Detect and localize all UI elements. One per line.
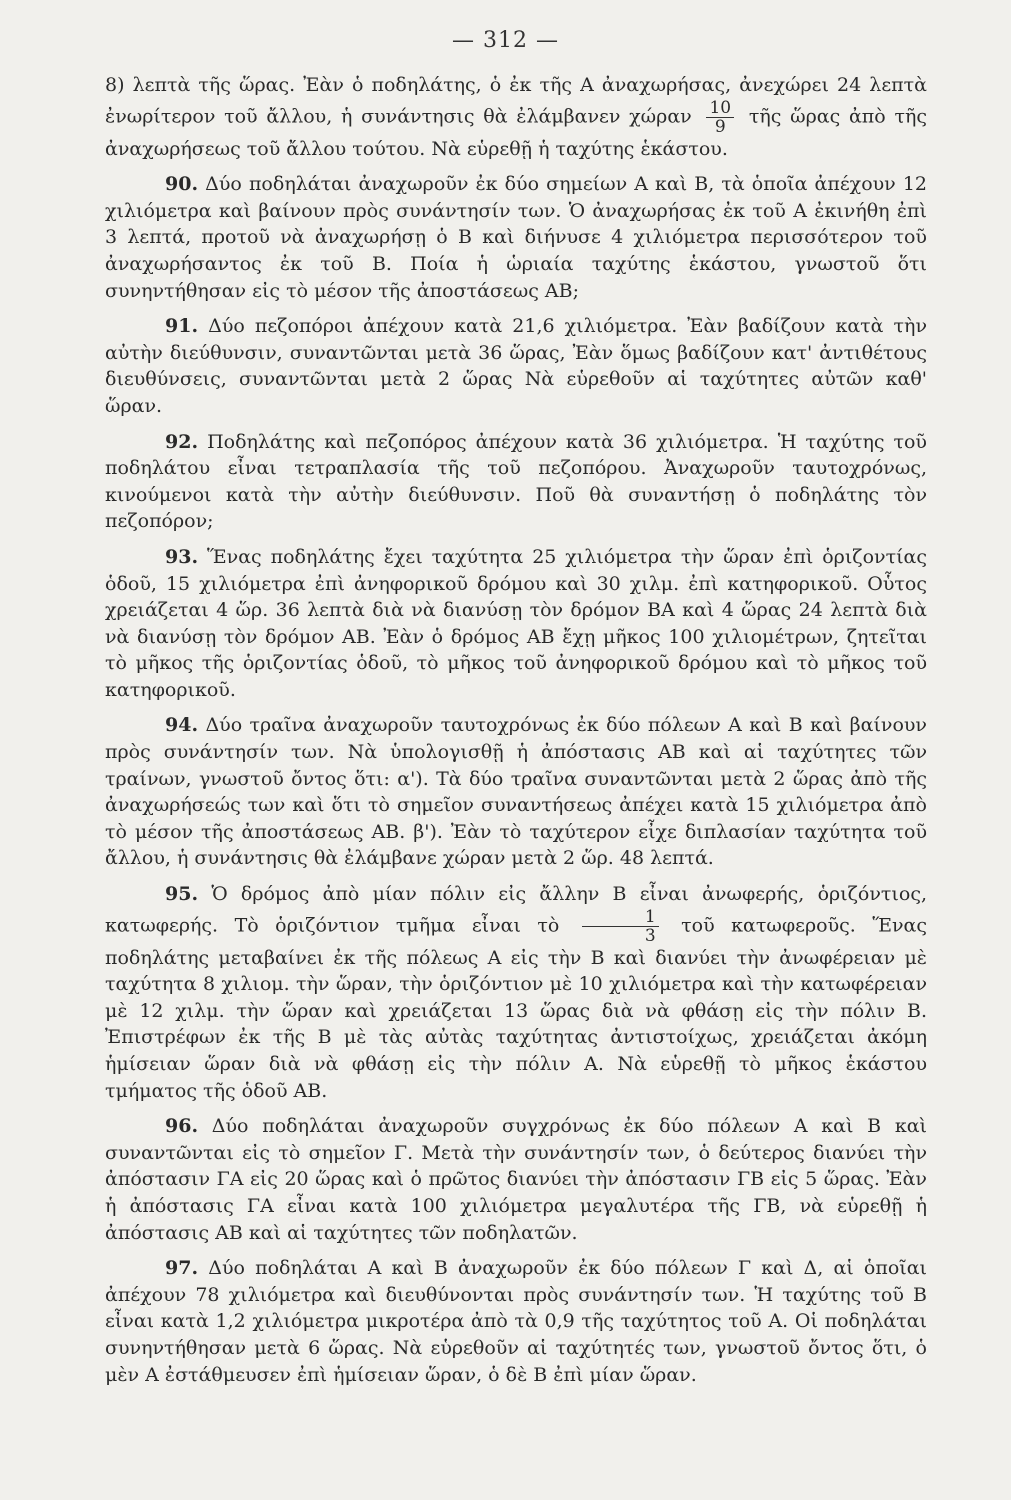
problem-text: Δύο ποδηλάται ἀναχωροῦν συγχρόνως ἐκ δύο πόλεων Α καὶ Β καὶ συναντῶνται εἰς τὸ σημεῖον Γ. Μετὰ τὴν συνάντησίν των, ὁ δεύτερος διανύει τὴν ἀπόστασιν ΓΑ εἰς 20 ὥρας καὶ ὁ πρῶτος διανύει τὴν ἀπόστασιν ΓΒ εἰς 5 ὥρας. Ἐὰν ἡ ἀπόστασις ΓΑ εἶναι κατὰ 100 χιλιόμετρα μεγαλυτέρα τῆς ΓΒ, νὰ εὑρεθῇ ἡ ἀπόστασις ΑΒ καὶ αἱ ταχύτητες τῶν ποδηλατῶν. <box>105 1115 927 1244</box>
fraction-denominator: 3 <box>644 925 656 946</box>
problem-95 <box>105 881 927 1104</box>
problem-text: Ποδηλάτης καὶ πεζοπόρος ἀπέχουν κατὰ 36 χιλιόμετρα. Ἡ ταχύτης τοῦ ποδηλάτου εἶναι τετραπλασία τῆς τοῦ πεζοπόρου. Ἀναχωροῦν ταυτοχρόνως, κινούμενοι κατὰ τὴν αὐτὴν διεύθυνσιν. Ποῦ θὰ συναντήσῃ ὁ ποδηλάτης τὸν πεζοπόρον; <box>105 430 927 533</box>
problem-97 <box>105 1255 927 1388</box>
problem-94 <box>105 712 927 872</box>
text-body <box>105 72 927 1397</box>
problem-text: Δύο πεζοπόροι ἀπέχουν κατὰ 21,6 χιλιόμετρα. Ἐὰν βαδίζουν κατὰ τὴν αὐτὴν διεύθυνσιν, συναντῶνται μετὰ 36 ὥρας, Ἐὰν ὅμως βαδίζουν κατ' ἀντιθέτους διευθύνσεις, συναντῶνται μετὰ 2 ὥρας Νὰ εὑρεθοῦν αἱ ταχύτητες αὐτῶν καθ' ὥραν. <box>105 315 927 417</box>
problem-number: 96. <box>165 1115 199 1138</box>
problem-91 <box>105 313 927 419</box>
paragraph-text: τῆς ὥρας ἀπὸ τῆς ἀναχωρήσεως τοῦ ἄλλου τούτου. Νὰ εὑρεθῇ ἡ ταχύτης ἑκάστου. <box>105 105 927 160</box>
problem-text: Ὁ δρόμος ἀπὸ μίαν πόλιν εἰς ἄλλην Β εἶναι ἀνωφερής, ὁριζόντιος, κατωφερής. Τὸ ὁριζόντιον τμῆμα εἶναι τὸ <box>105 883 927 937</box>
page-number: — 312 — <box>452 28 559 53</box>
problem-text: Δύο τραῖνα ἀναχωροῦν ταυτοχρόνως ἐκ δύο πόλεων Α καὶ Β καὶ βαίνουν πρὸς συνάντησίν των. Νὰ ὑπολογισθῇ ἡ ἀπόστασις ΑΒ καὶ αἱ ταχύτητες τῶν τραίνων, γνωστοῦ ὄντος ὅτι: α'). Τὰ δύο τραῖνα συναντῶνται μετὰ 2 ὥρας ἀπὸ τῆς ἀναχωρήσεώς των καὶ ὅτι τὸ σημεῖον συναντήσεως ἀπέχει κατὰ 15 χιλιόμετρα ἀπὸ τὸ μέσον τῆς ἀποστάσεως ΑΒ. β'). Ἐὰν τὸ ταχύτερον εἶχε διπλασίαν ταχύτητα τοῦ ἄλλου, ἡ συνάντησις θὰ ἐλάμβανε χώραν μετὰ 2 ὥρ. 48 λεπτά. <box>105 714 927 870</box>
problem-92 <box>105 429 927 535</box>
problem-number: 94. <box>165 714 199 737</box>
problem-96 <box>105 1113 927 1246</box>
problem-number: 93. <box>165 545 199 568</box>
problem-number: 92. <box>165 430 199 453</box>
problem-number: 95. <box>165 883 199 906</box>
fraction-denominator: 9 <box>714 116 726 137</box>
paragraph-continuation <box>105 72 927 162</box>
problem-text: Δύο ποδηλάται ἀναχωροῦν ἐκ δύο σημείων Α καὶ Β, τὰ ὁποῖα ἀπέχουν 12 χιλιόμετρα καὶ βαίνουν πρὸς συνάντησίν των. Ὁ ἀναχωρήσας ἐκ τοῦ Α ἐκινήθη ἐπὶ 3 λεπτά, προτοῦ νὰ ἀναχωρήσῃ ὁ Β καὶ διήνυσε 4 χιλιόμετρα περισσότερον τοῦ ἀναχωρήσαντος ἐκ τοῦ Β. Ποία ἡ ὡριαία ταχύτης ἑκάστου, γνωστοῦ ὅτι συνηντήθησαν εἰς τὸ μέσον τῆς ἀποστάσεως ΑΒ; <box>105 173 927 302</box>
fraction <box>582 908 659 945</box>
problem-93 <box>105 544 927 704</box>
problem-number: 90. <box>165 173 199 196</box>
fraction-numerator: 1 <box>582 908 659 927</box>
fraction <box>706 99 734 136</box>
paragraph-text: 8) λεπτὰ τῆς ὥρας. Ἐὰν ὁ ποδηλάτης, ὁ ἐκ τῆς Α ἀναχωρήσας, ἀνεχώρει 24 λεπτὰ ἐνωρίτερον τοῦ ἄλλου, ἡ συνάντησις θὰ ἐλάμβανεν χώραν <box>105 74 927 128</box>
problem-text: τοῦ κατωφεροῦς. Ἕνας ποδηλάτης μεταβαίνει ἐκ τῆς πόλεως Α εἰς τὴν Β καὶ διανύει τὴν ἀνωφέρειαν μὲ ταχύτητα 8 χιλιομ. τὴν ὥραν, τὴν ὁριζόντιον μὲ 10 χιλιόμετρα καὶ τὴν κατωφέρειαν μὲ 12 χιλμ. τὴν ὥραν καὶ χρειάζεται 13 ὥρας διὰ νὰ φθάσῃ εἰς τὴν πόλιν Β. Ἐπιστρέφων ἐκ τῆς Β μὲ τὰς αὐτὰς ταχύτητας ἀντιστοίχως, χρειάζεται ἀκόμη ἡμίσειαν ὥραν διὰ νὰ φθάσῃ εἰς τὴν πόλιν Α. Νὰ εὑρεθῇ τὸ μῆκος ἑκάστου τμήματος τῆς ὁδοῦ ΑΒ. <box>105 914 927 1102</box>
problem-90 <box>105 171 927 304</box>
problem-text: Ἕνας ποδηλάτης ἔχει ταχύτητα 25 χιλιόμετρα τὴν ὥραν ἐπὶ ὁριζοντίας ὁδοῦ, 15 χιλιόμετρα ἐπὶ ἀνηφορικοῦ δρόμου καὶ 30 χιλμ. ἐπὶ κατηφορικοῦ. Οὗτος χρειάζεται 4 ὥρ. 36 λεπτὰ διὰ νὰ διανύσῃ τὸν δρόμον ΒΑ καὶ 4 ὥρας 24 λεπτὰ διὰ νὰ διανύσῃ τὸν δρόμον ΑΒ. Ἐὰν ὁ δρόμος ΑΒ ἔχῃ μῆκος 100 χιλιομέτρων, ζητεῖται τὸ μῆκος τῆς ὁριζοντίας ὁδοῦ, τὸ μῆκος τοῦ ἀνηφορικοῦ δρόμου καὶ τὸ μῆκος τοῦ κατηφορικοῦ. <box>105 545 927 701</box>
problem-number: 97. <box>165 1257 199 1280</box>
problem-text: Δύο ποδηλάται Α καὶ Β ἀναχωροῦν ἐκ δύο πόλεων Γ καὶ Δ, αἱ ὁποῖαι ἀπέχουν 78 χιλιόμετρα καὶ διευθύνονται πρὸς συνάντησίν των. Ἡ ταχύτης τοῦ Β εἶναι κατὰ 1,2 χιλιόμετρα μικροτέρα ἀπὸ τὰ 0,9 τῆς ταχύτητος τοῦ Α. Οἱ ποδηλάται συνηντήθησαν μετὰ 6 ὥρας. Νὰ εὑρεθοῦν αἱ ταχύτητές των, γνωστοῦ ὄντος ὅτι, ὁ μὲν Α ἐστάθμευσεν ἐπὶ ἡμίσειαν ὥραν, ὁ δὲ Β ἐπὶ μίαν ὥραν. <box>105 1257 928 1386</box>
problem-number: 91. <box>165 315 199 338</box>
fraction-numerator: 10 <box>706 99 734 118</box>
